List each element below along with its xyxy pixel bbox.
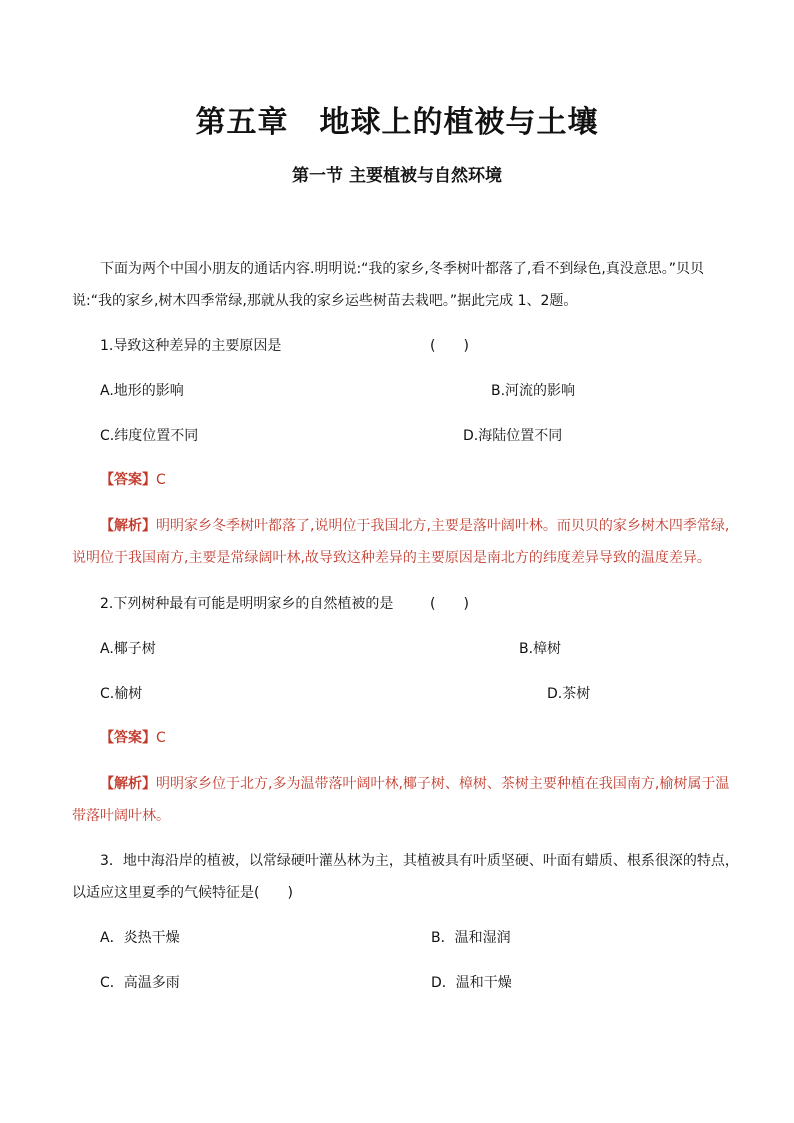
q2-option-a: A.椰子树 [100,641,156,657]
q1-option-d: D.海陆位置不同 [463,428,563,444]
intro-line-2: 说:“我的家乡,树木四季常绿,那就从我的家乡运些树苗去栽吧。”据此完成 1、2题。 [72,293,578,309]
q1-option-a: A.地形的影响 [100,383,184,399]
analysis-text: 明明家乡位于北方,多为温带落叶阔叶林,椰子树、樟树、茶树主要种植在我国南方,榆树属于温 [156,776,730,792]
analysis-tag: 【解析】 [100,776,156,792]
q2-analysis-line-1 [100,774,729,794]
q2-stem: 2.下列树种最有可能是明明家乡的自然植被的是 [100,596,394,612]
q2-option-c: C.榆树 [100,686,143,702]
q3-stem-line-2: 以适应这里夏季的气候特征是( ) [72,885,293,901]
chapter-title: 第五章 地球上的植被与土壤 [195,105,599,140]
q1-analysis-line-2: 说明位于我国南方,主要是常绿阔叶林,故导致这种差异的主要原因是南北方的纬度差异导致的温度差异。 [72,550,711,566]
q2-answer-bracket: ( ) [430,596,469,612]
answer-tag: 【答案】 [100,472,156,488]
section-title: 第一节 主要植被与自然环境 [292,166,502,186]
q2-answer [100,728,166,748]
q1-option-b: B.河流的影响 [491,383,576,399]
q1-answer-bracket: ( ) [430,338,469,354]
analysis-text: 明明家乡冬季树叶都落了,说明位于我国北方,主要是落叶阔叶林。而贝贝的家乡树木四季常绿, [156,518,730,534]
q3-option-c: C．高温多雨 [100,975,180,991]
q2-option-b: B.樟树 [519,641,562,657]
q3-option-b: B．温和湿润 [431,930,511,946]
q1-analysis-line-1 [100,516,729,536]
q2-option-d: D.茶树 [547,686,591,702]
q3-stem-line-1: 3．地中海沿岸的植被，以常绿硬叶灌丛林为主，其植被具有叶质坚硬、叶面有蜡质、根系很深的特点， [100,853,739,869]
analysis-tag: 【解析】 [100,518,156,534]
q3-option-a: A．炎热干燥 [100,930,180,946]
q1-answer [100,470,166,490]
q3-option-d: D．温和干燥 [431,975,512,991]
answer-tag: 【答案】 [100,730,156,746]
intro-line-1: 下面为两个中国小朋友的通话内容.明明说:“我的家乡,冬季树叶都落了,看不到绿色,真没意思。”贝贝 [100,261,705,277]
q1-stem: 1.导致这种差异的主要原因是 [100,338,282,354]
q2-analysis-line-2: 带落叶阔叶林。 [72,808,170,824]
answer-value: C [156,730,166,746]
answer-value: C [156,472,166,488]
q1-option-c: C.纬度位置不同 [100,428,199,444]
